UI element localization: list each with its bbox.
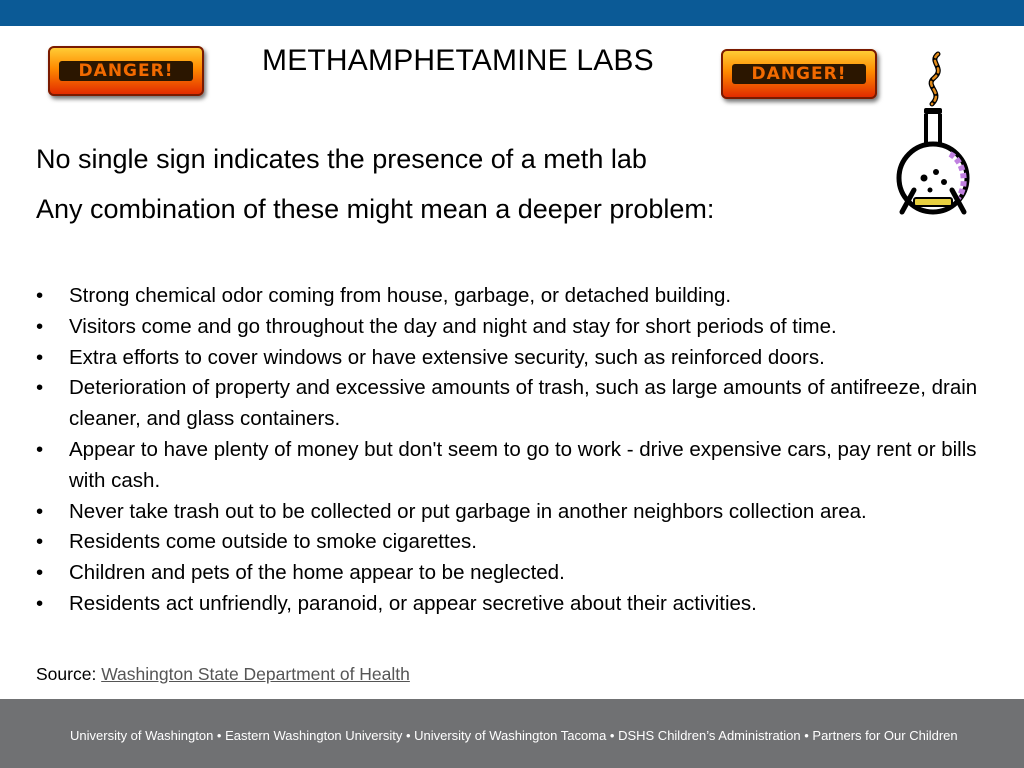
list-item-text: Residents act unfriendly, paranoid, or appear secretive about their activities. <box>69 591 757 615</box>
footer-bar <box>0 699 1024 768</box>
list-item <box>36 558 1006 589</box>
list-item <box>36 589 1006 620</box>
list-item <box>36 281 1006 312</box>
top-accent-bar <box>0 0 1024 26</box>
list-item <box>36 497 1006 528</box>
list-item-text: Never take trash out to be collected or put garbage in another neighbors collection area. <box>69 499 867 523</box>
bullet-marker: • <box>36 314 44 338</box>
list-item <box>36 435 1006 497</box>
danger-sign-text: DANGER! <box>59 61 193 81</box>
heading-combination: Any combination of these might mean a deeper problem: <box>36 194 715 224</box>
list-item-text: Extra efforts to cover windows or have extensive security, such as reinforced doors. <box>69 345 825 369</box>
bullet-marker: • <box>36 284 44 307</box>
bullet-marker: • <box>36 376 44 400</box>
bullet-marker: • <box>36 530 44 554</box>
source-line <box>36 664 410 685</box>
list-item-text: Appear to have plenty of money but don't seem to go to work - drive expensive cars, pay rent or bills with cash. <box>69 437 977 492</box>
flask-icon <box>888 50 984 220</box>
source-link[interactable]: Washington State Department of Health <box>101 664 410 684</box>
list-item-text: Visitors come and go throughout the day and night and stay for short periods of time. <box>69 314 837 338</box>
list-item-text: Residents come outside to smoke cigarettes. <box>69 530 477 554</box>
bullet-marker: • <box>36 499 44 523</box>
list-item <box>36 527 1006 558</box>
list-item <box>36 312 1006 343</box>
source-label: Source: <box>36 664 97 684</box>
bullet-marker: • <box>36 437 44 461</box>
danger-sign-right <box>721 49 877 99</box>
list-item-text: Deterioration of property and excessive amounts of trash, such as large amounts of antifreeze, drain cleaner, and glass containers. <box>69 376 978 431</box>
warning-signs-list <box>36 281 1006 620</box>
list-item-text: Strong chemical odor coming from house, garbage, or detached building. <box>69 284 732 307</box>
danger-sign-text: DANGER! <box>732 64 866 84</box>
list-item <box>36 343 1006 374</box>
footer-partners-text: University of Washington • Eastern Washington University • University of Washington Tacoma • DSHS Children’s Administration • Partners for Our Children <box>70 728 958 743</box>
slide-title: METHAMPHETAMINE LABS <box>262 44 654 77</box>
heading-no-single-sign: No single sign indicates the presence of a meth lab <box>36 144 647 174</box>
list-item-text: Children and pets of the home appear to be neglected. <box>69 561 565 585</box>
danger-sign-left <box>48 46 204 96</box>
bullet-marker: • <box>36 561 44 585</box>
bullet-marker: • <box>36 345 44 369</box>
bullet-marker: • <box>36 591 44 615</box>
list-item <box>36 373 1006 435</box>
